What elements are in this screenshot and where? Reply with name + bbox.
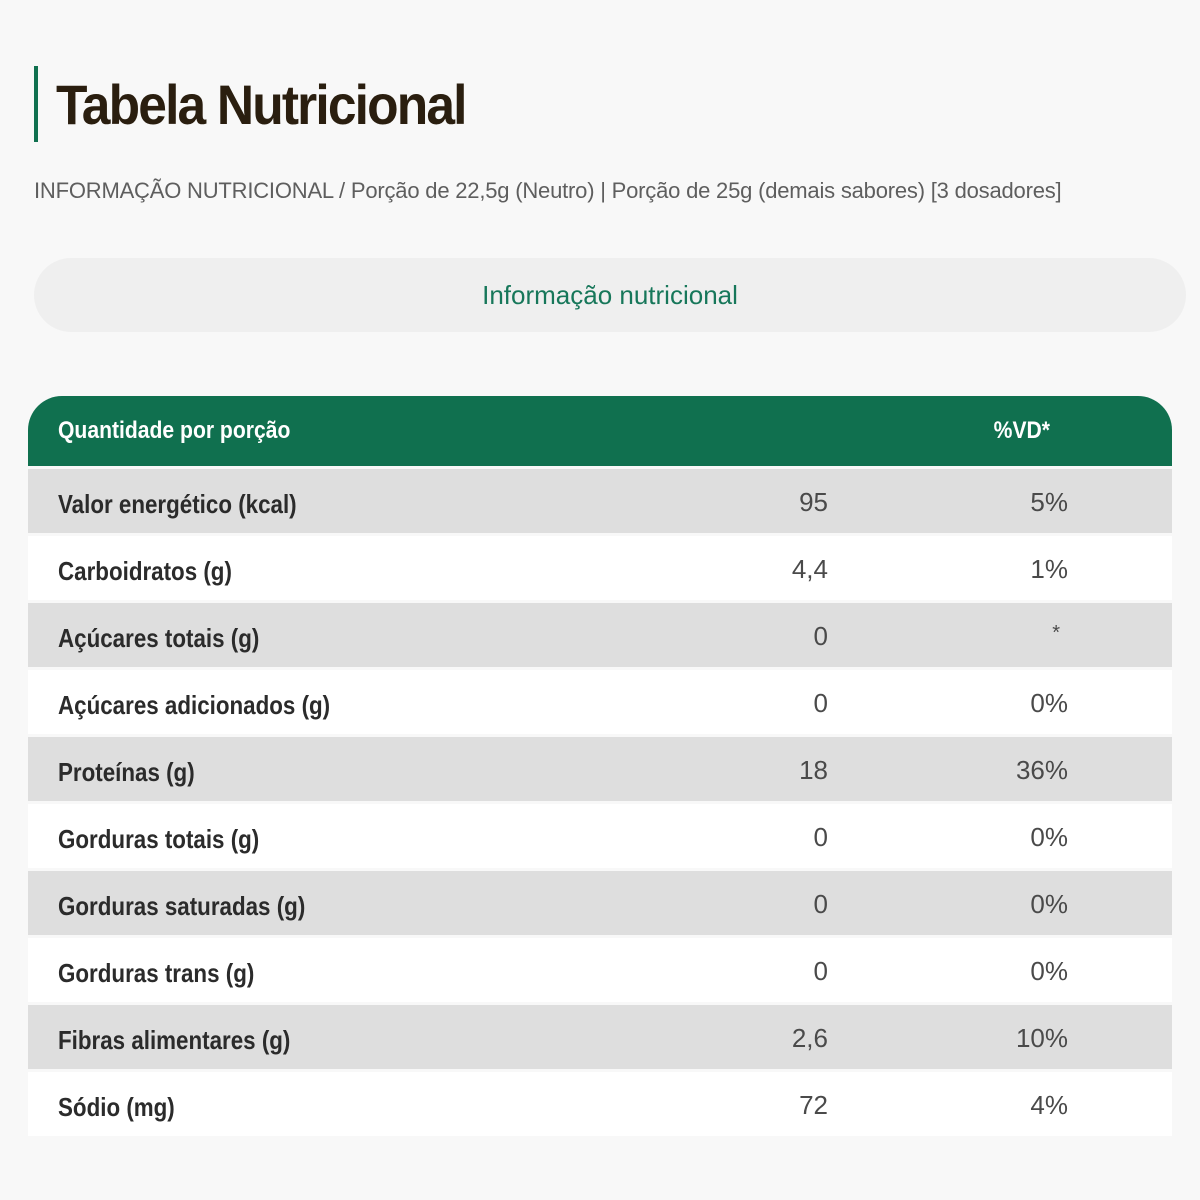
row-quantity: 0 xyxy=(813,822,828,852)
table-row xyxy=(28,871,1172,935)
row-vd: 0% xyxy=(1030,889,1068,919)
row-label: Açúcares adicionados (g) xyxy=(58,690,331,720)
tab-nutrition-info-label: Informação nutricional xyxy=(482,279,738,310)
row-label: Proteínas (g) xyxy=(58,757,195,787)
row-vd: 5% xyxy=(1030,487,1068,517)
row-quantity: 2,6 xyxy=(791,1023,828,1053)
table-row xyxy=(28,1005,1172,1069)
row-vd: 10% xyxy=(1015,1023,1068,1053)
header-quantity-label: Quantidade por porção xyxy=(58,417,291,444)
row-quantity: 0 xyxy=(813,956,828,986)
row-quantity: 18 xyxy=(799,755,828,785)
table-row xyxy=(28,603,1172,667)
row-quantity: 0 xyxy=(813,621,828,651)
serving-info: INFORMAÇÃO NUTRICIONAL / Porção de 22,5g (Neutro) | Porção de 25g (demais sabores) [3 dosadores] xyxy=(34,178,1062,203)
row-quantity: 0 xyxy=(813,889,828,919)
table-row xyxy=(28,737,1172,801)
row-label: Sódio (mg) xyxy=(58,1092,175,1122)
row-vd: 1% xyxy=(1030,554,1068,584)
row-label: Gorduras totais (g) xyxy=(58,824,260,854)
title-block xyxy=(34,66,501,142)
row-vd: 0% xyxy=(1030,688,1068,718)
table-row xyxy=(28,804,1172,868)
row-label: Fibras alimentares (g) xyxy=(58,1025,291,1055)
table-row xyxy=(28,1072,1172,1136)
row-quantity: 0 xyxy=(813,688,828,718)
nutrition-table xyxy=(28,396,1172,1136)
header-vd-label: %VD* xyxy=(993,417,1050,444)
row-quantity: 4,4 xyxy=(791,554,828,584)
table-row xyxy=(28,536,1172,600)
table-row xyxy=(28,938,1172,1002)
page-title: Tabela Nutricional xyxy=(56,72,466,136)
row-label: Carboidratos (g) xyxy=(58,556,232,586)
row-quantity: 72 xyxy=(799,1090,828,1120)
row-label: Açúcares totais (g) xyxy=(58,623,260,653)
row-vd: 4% xyxy=(1030,1090,1068,1120)
row-label: Valor energético (kcal) xyxy=(58,489,297,519)
row-vd: * xyxy=(1052,622,1060,644)
table-row xyxy=(28,670,1172,734)
row-quantity: 95 xyxy=(799,487,828,517)
table-header xyxy=(28,396,1172,466)
table-row xyxy=(28,469,1172,533)
row-vd: 0% xyxy=(1030,956,1068,986)
row-vd: 0% xyxy=(1030,822,1068,852)
tab-nutrition-info[interactable] xyxy=(34,258,1186,332)
row-label: Gorduras saturadas (g) xyxy=(58,891,306,921)
row-label: Gorduras trans (g) xyxy=(58,958,255,988)
row-vd: 36% xyxy=(1015,755,1068,785)
